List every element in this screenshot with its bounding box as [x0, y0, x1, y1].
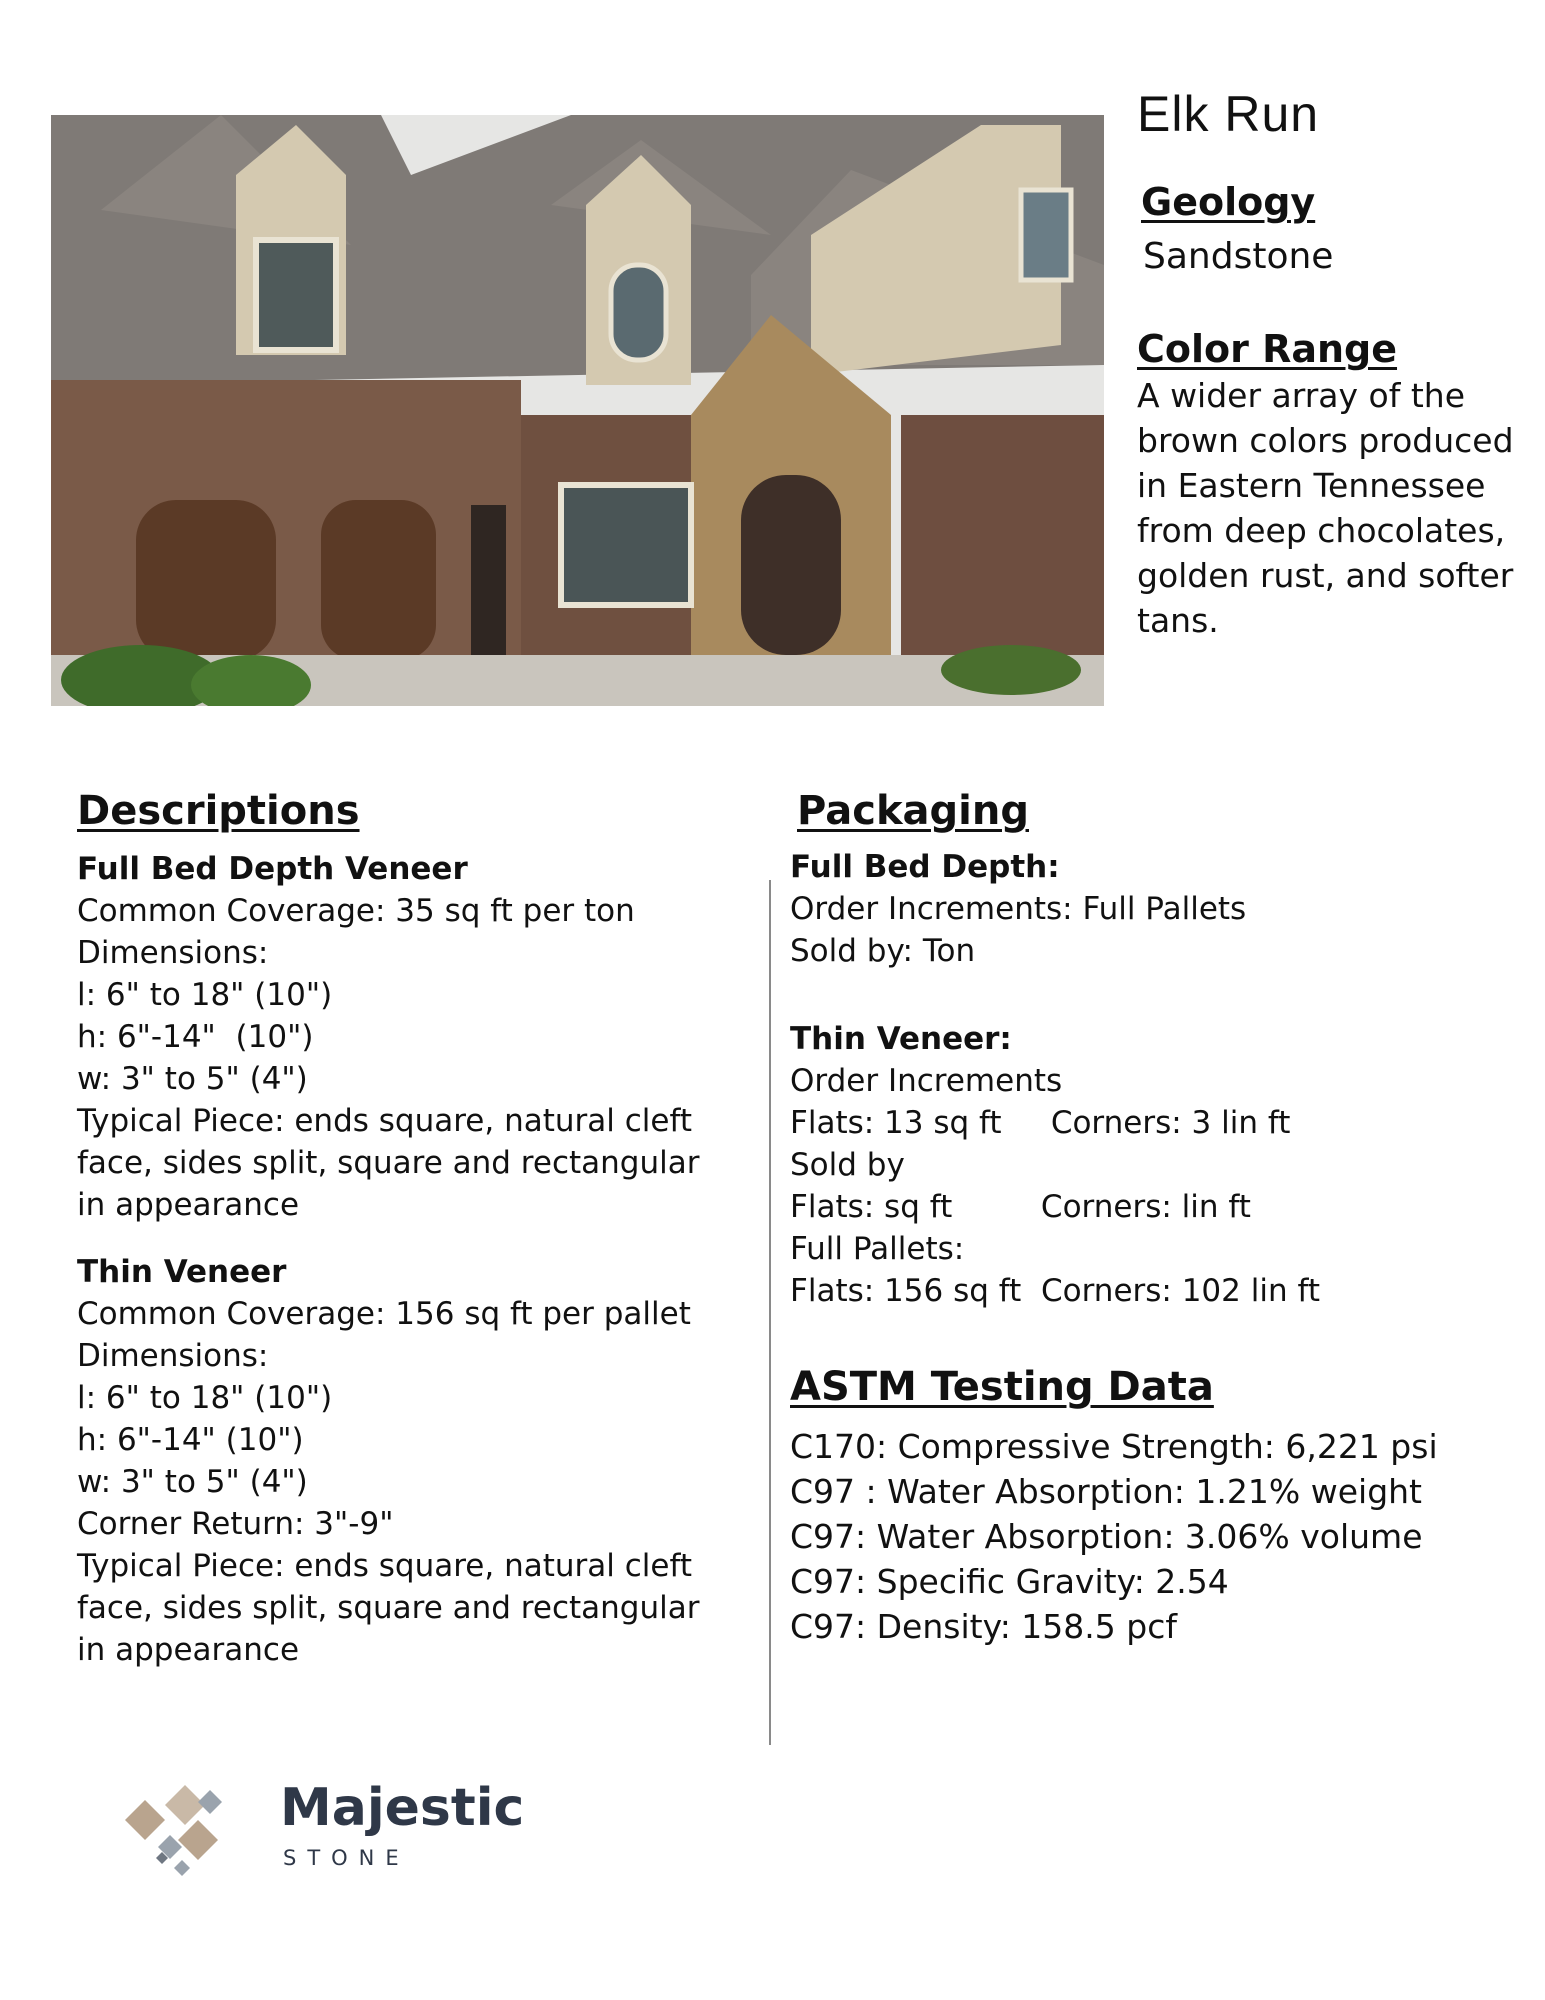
astm-line: C97: Specific Gravity: 2.54 — [790, 1562, 1229, 1601]
typical-piece: Typical Piece: ends square, natural cleft face, sides split, square and rectangular in appearance — [77, 1103, 700, 1223]
geology-heading: Geology — [1141, 180, 1316, 224]
packaging-line: Flats: 13 sq ft Corners: 3 lin ft — [790, 1105, 1291, 1141]
full-bed-title: Full Bed Depth Veneer — [77, 851, 468, 887]
full-bed-description — [77, 848, 727, 1226]
astm-line: C97: Density: 158.5 pcf — [790, 1607, 1177, 1646]
description-line: Common Coverage: 156 sq ft per pallet — [77, 1296, 691, 1332]
packaging-line: Sold by: Ton — [790, 933, 976, 969]
packaging-line: Order Increments: Full Pallets — [790, 891, 1247, 927]
column-divider — [769, 880, 771, 1745]
description-line: l: 6" to 18" (10") — [77, 977, 333, 1013]
packaging-line: Flats: 156 sq ft Corners: 102 lin ft — [790, 1273, 1320, 1309]
logo-name: Majestic — [280, 1778, 525, 1838]
astm-line: C170: Compressive Strength: 6,221 psi — [790, 1427, 1438, 1466]
product-name: Elk Run — [1137, 86, 1320, 142]
description-line: Common Coverage: 35 sq ft per ton — [77, 893, 635, 929]
typical-piece: Typical Piece: ends square, natural cleft face, sides split, square and rectangular in appearance — [77, 1548, 700, 1668]
description-line: Dimensions: — [77, 935, 269, 971]
description-line: h: 6"-14" (10") — [77, 1422, 304, 1458]
description-line: Corner Return: 3"-9" — [77, 1506, 394, 1542]
description-line: h: 6"-14" (10") — [77, 1019, 314, 1055]
geology-value: Sandstone — [1143, 236, 1334, 277]
house-photo — [51, 115, 1104, 706]
full-bed-packaging — [790, 846, 1490, 972]
color-range-heading: Color Range — [1137, 327, 1398, 371]
astm-data — [790, 1424, 1510, 1649]
color-range-text: A wider array of the brown colors produced in Eastern Tennessee from deep chocolates, golden rust, and softer tans. — [1137, 376, 1514, 640]
full-bed-packaging-title: Full Bed Depth: — [790, 849, 1060, 885]
descriptions-heading: Descriptions — [77, 788, 360, 834]
packaging-heading: Packaging — [797, 788, 1029, 834]
packaging-line: Flats: sq ft Corners: lin ft — [790, 1189, 1251, 1225]
description-line: l: 6" to 18" (10") — [77, 1380, 333, 1416]
thin-veneer-description — [77, 1251, 727, 1671]
thin-veneer-packaging-title: Thin Veneer: — [790, 1021, 1012, 1057]
thin-veneer-title: Thin Veneer — [77, 1254, 287, 1290]
astm-heading: ASTM Testing Data — [790, 1364, 1214, 1410]
packaging-line: Order Increments — [790, 1063, 1063, 1099]
logo-mark-icon — [110, 1780, 270, 1880]
description-line: Dimensions: — [77, 1338, 269, 1374]
description-line: w: 3" to 5" (4") — [77, 1464, 308, 1500]
thin-veneer-packaging — [790, 1018, 1490, 1312]
astm-line: C97 : Water Absorption: 1.21% weight — [790, 1472, 1422, 1511]
packaging-line: Full Pallets: — [790, 1231, 965, 1267]
logo-subtitle: STONE — [283, 1846, 410, 1870]
packaging-line: Sold by — [790, 1147, 905, 1183]
astm-line: C97: Water Absorption: 3.06% volume — [790, 1517, 1423, 1556]
description-line: w: 3" to 5" (4") — [77, 1061, 308, 1097]
